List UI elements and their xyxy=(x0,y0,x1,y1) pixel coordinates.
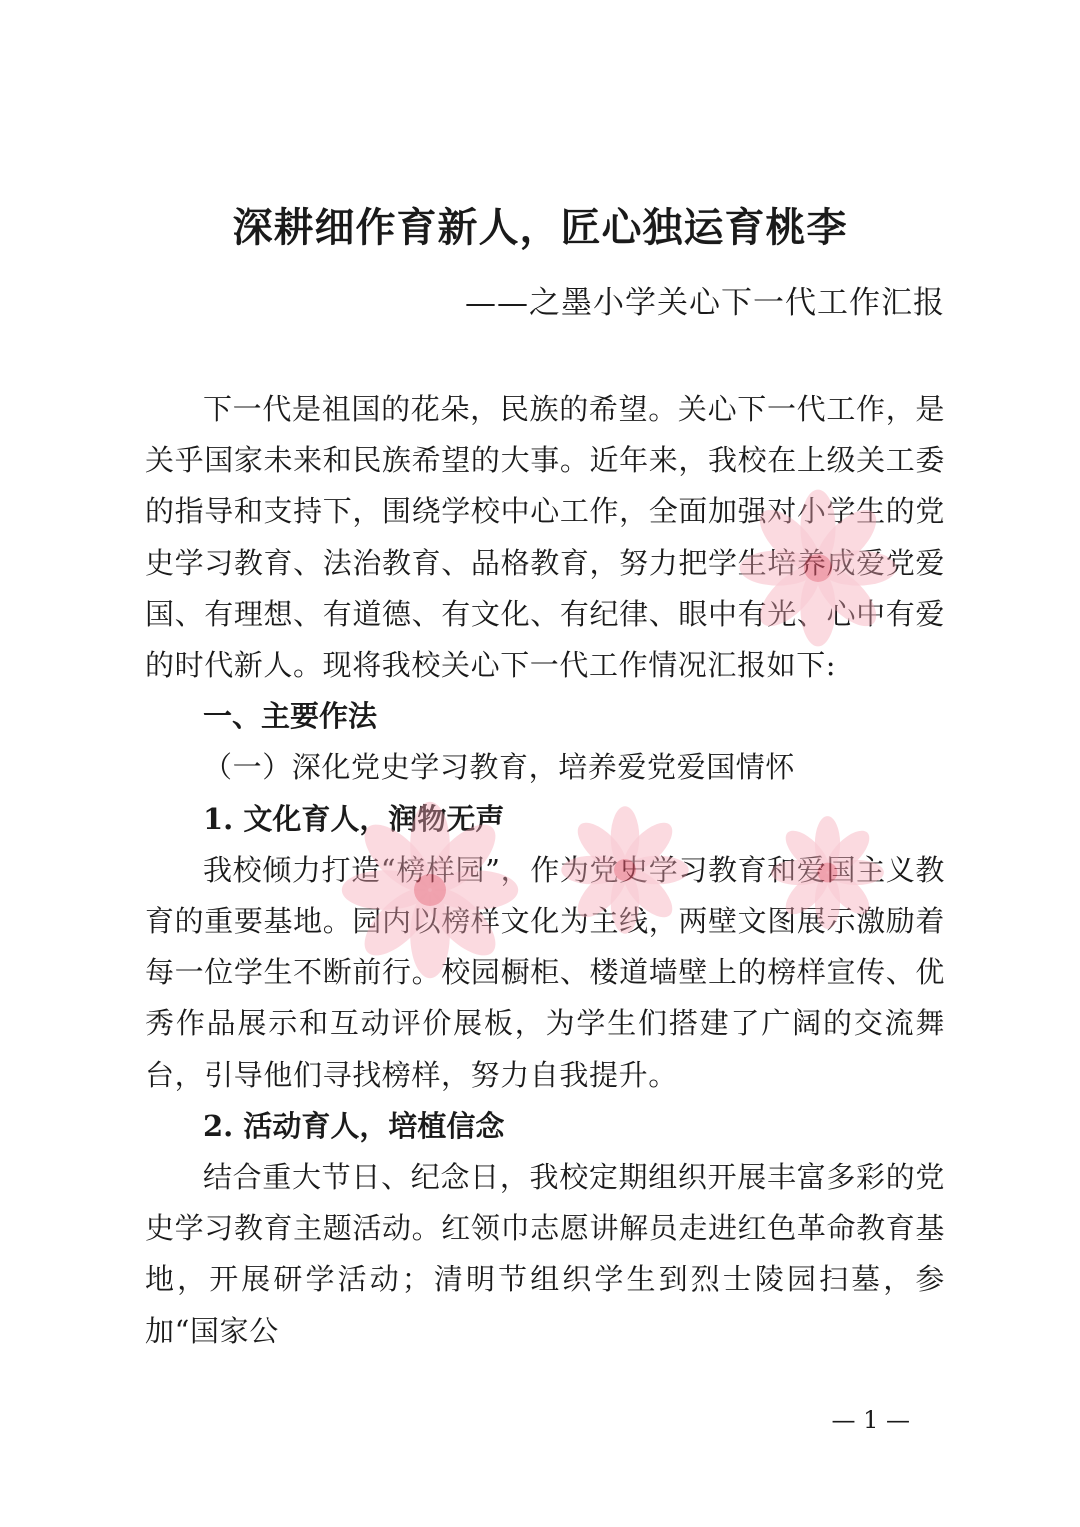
intro-paragraph: 下一代是祖国的花朵，民族的希望。关心下一代工作，是关乎国家未来和民族希望的大事。近年来，我校在上级关工委的指导和支持下，围绕学校中心工作，全面加强对小学生的党史学习教育、法治教育、品格教育，努力把学生培养成爱党爱国、有理想、有道德、有文化、有纪律、眼中有光、心中有爱的时代新人。现将我校关心下一代工作情况汇报如下: xyxy=(145,392,945,683)
document-title: 深耕细作育新人，匠心独运育桃李 xyxy=(232,204,848,251)
item-paragraph-culture: 我校倾力打造“榜样园”，作为党史学习教育和爱国主义教育的重要基地。园内以榜样文化为主线，两壁文图展示激励着每一位学生不断前行。校园橱柜、楼道墙壁上的榜样宣传、优秀作品展示和互动评价展板，为学生们搭建了广阔的交流舞台，引导他们寻找榜样，努力自我提升。 xyxy=(145,852,945,1092)
subsection-heading-party-history: （一）深化党史学习教育，培养爱党爱国情怀 xyxy=(203,750,796,785)
section-heading-main-practices: 一、主要作法 xyxy=(203,699,378,734)
document-body xyxy=(145,384,945,1357)
item-heading-culture: 1. 文化育人，润物无声 xyxy=(203,801,505,836)
page-number: — 1 — xyxy=(831,1406,910,1434)
item-paragraph-activities: 结合重大节日、纪念日，我校定期组织开展丰富多彩的党史学习教育主题活动。红领巾志愿讲解员走进红色革命教育基地，开展研学活动；清明节组织学生到烈士陵园扫墓，参加“国家公 xyxy=(145,1160,945,1348)
document-subtitle: ——之墨小学关心下一代工作汇报 xyxy=(465,285,945,321)
item-heading-activities: 2. 活动育人，培植信念 xyxy=(203,1108,505,1143)
